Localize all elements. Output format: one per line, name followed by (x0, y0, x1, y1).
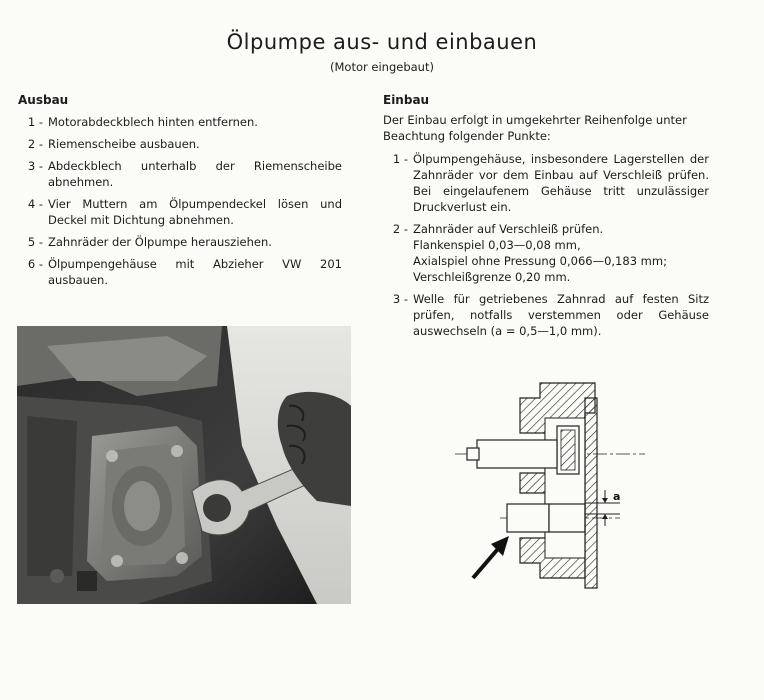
step-text: Welle für getriebenes Zahnrad auf festen Sitz prüfen, notfalls verstemmen oder Gehäuse auswechseln (a = 0,5—1,0 mm). (413, 292, 709, 338)
oil-pump-cross-section-diagram (445, 378, 645, 603)
step-number: 3 - (392, 292, 408, 306)
step-text: Riemenscheibe ausbauen. (48, 137, 200, 151)
removal-step (18, 196, 342, 228)
page-title: Ölpumpe aus- und einbauen (226, 30, 538, 54)
step-number: 3 - (27, 159, 43, 173)
step-text-line: Zahnräder auf Verschleiß prüfen. (413, 222, 604, 236)
step-number: 2 - (27, 137, 43, 151)
step-text: Zahnräder der Ölpumpe herausziehen. (48, 235, 272, 249)
step-number: 1 - (392, 152, 408, 166)
step-text: Ölpumpengehäuse, insbesondere Lagerstellen der Zahnräder vor dem Einbau auf Verschleiß prüfen. Bei eingelaufenem Gehäuse tritt unzulässiger Druckverlust ein. (413, 152, 709, 214)
oil-pump-removal-photo (17, 326, 351, 604)
axial-play: Axialspiel ohne Pressung 0,066—0,183 mm; (413, 254, 667, 268)
step-number: 1 - (27, 115, 43, 129)
installation-step (383, 291, 709, 339)
installation-heading: Einbau (383, 93, 430, 107)
step-text: Ölpumpengehäuse mit Abzieher VW 201 ausbauen. (48, 257, 342, 287)
removal-step (18, 158, 342, 190)
step-text: Abdeckblech unterhalb der Riemenscheibe abnehmen. (48, 159, 342, 189)
step-text: Motorabdeckblech hinten entfernen. (48, 115, 258, 129)
installation-step (383, 221, 709, 285)
flank-clearance: Flankenspiel 0,03—0,08 mm, (413, 238, 581, 252)
step-number: 4 - (27, 197, 43, 211)
step-text: Vier Muttern am Ölpumpendeckel lösen und Deckel mit Dichtung abnehmen. (48, 197, 342, 227)
step-number: 5 - (27, 235, 43, 249)
removal-step (18, 136, 342, 152)
page-subtitle: (Motor eingebaut) (330, 60, 434, 74)
installation-steps (383, 112, 709, 345)
step-number: 6 - (27, 257, 43, 271)
step-number: 2 - (392, 222, 408, 236)
removal-step (18, 114, 342, 130)
removal-step (18, 256, 342, 288)
removal-steps (18, 114, 342, 294)
removal-heading: Ausbau (18, 93, 69, 107)
dimension-a-label: a (613, 490, 621, 503)
step-text (413, 221, 709, 285)
wear-limit: Verschleißgrenze 0,20 mm. (413, 270, 571, 284)
installation-step (383, 151, 709, 215)
installation-intro: Der Einbau erfolgt in umgekehrter Reihenfolge unter Beachtung folgender Punkte: (383, 113, 687, 143)
removal-step (18, 234, 342, 250)
